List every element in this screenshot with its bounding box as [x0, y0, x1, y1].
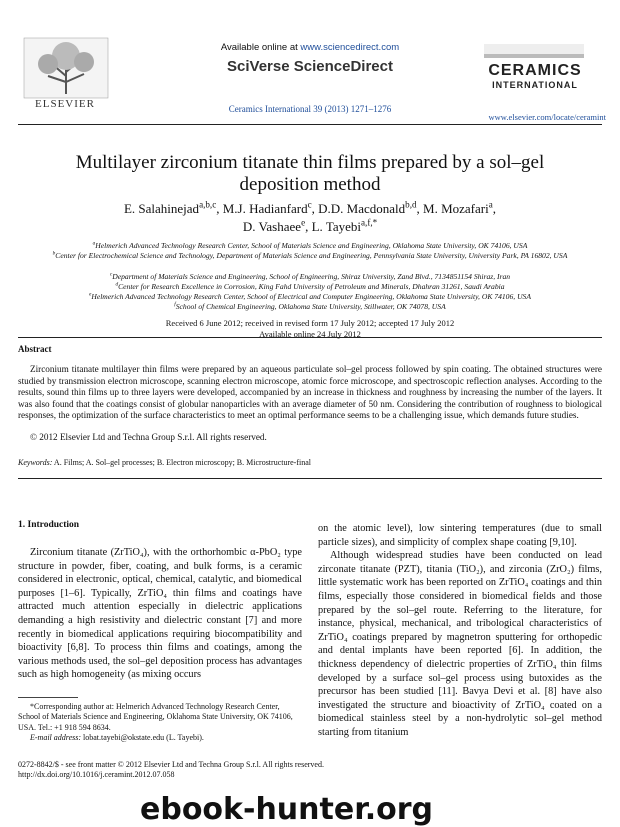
right-para-2: Although widespread studies have been conducted on lead zirconate titanate (PZT), titania (TiO₂), and zirconia (ZrO₂) films, little systematic work has been reported on ZrTiO₄ coatings and thin films, especially those considered in biomedical fields and those prepared by the sol–gel route. Referring to the literature, for instance, physical, mechanical, and tribological characteristics of ZrTiO₄ coatings prepared by magnetron sputtering for orthopedic and dental implants have been reported [6]. In addition, the thickness dependency of dielectric properties of ZrTiO₄ thin films developed by a surface sol–gel process using butoxides as the precursor has been studied [11]. Bavya Devi et al. [8] have also investigated the structure and bioactivity of ZrTiO₄ coated on a biomedical stainless steel by a non-hydrolytic sol–gel method starting from titanium	[318, 550, 602, 738]
sciencedirect-link[interactable]: www.sciencedirect.com	[300, 42, 400, 53]
author-name: ,	[492, 201, 497, 216]
author-affil-mark: c	[307, 199, 312, 210]
available-online: Available online at www.sciencedirect.com	[220, 42, 400, 53]
journal-name: CERAMICS	[488, 62, 582, 79]
footnote-rule	[18, 697, 78, 698]
affiliation-item: $^c$Department of Materials Science and Engineering, School of Engineering, Shiraz University, Zand Blvd., 7134851154 Shiraz, Iran	[109, 271, 511, 281]
copyright-line: © 2012 Elsevier Ltd and Techna Group S.r.l. All rights reserved.	[30, 432, 267, 442]
header-rule	[18, 124, 602, 125]
abstract-heading: Abstract	[18, 344, 52, 354]
author-name: D. Vashaee	[242, 219, 302, 234]
affiliation-item: $^b$Center for Electrochemical Science and Technology, Department of Materials Science and Engineering, Pennsylvania State University, University Park, PA 16802, USA	[52, 250, 568, 260]
affiliation-item: $^d$Center for Research Excellence in Corrosion, King Fahd University of Petroleum and Minerals, Dhahran 31261, Saudi Arabia	[115, 281, 505, 291]
platform-name: SciVerse ScienceDirect	[227, 58, 393, 75]
email-link[interactable]: lobat.tayebi@okstate.edu (L. Tayebi).	[81, 733, 204, 743]
author-affil-mark: e	[301, 217, 306, 228]
keywords: Keywords: A. Films; A. Sol–gel processes; B. Electron microscopy; B. Microstructure-final	[18, 458, 312, 467]
watermark-text: ebook-hunter.org	[140, 792, 433, 827]
affiliation-item: $^e$Helmerich Advanced Technology Research Center, School of Electrical and Computer Engineering, Oklahoma State University, OK 74106, USA	[88, 291, 531, 301]
issn-doi: 0272-8842/$ - see front matter © 2012 Elsevier Ltd and Techna Group S.r.l. All rights reserved. http://dx.doi.org/10.1016/j.ceramint.2012.07.058	[18, 760, 418, 780]
author-name: , M. Mozafari	[416, 201, 489, 216]
author-list: E. Salahinejad$^{a,b,c}$, M.J. Hadianfard$^c$, D.D. Macdonald$^{b,d}$, M. Mozafari$^a$, D. Vashaee$^e$, L. Tayebi$^{a,f,*}$	[123, 199, 497, 234]
publisher-name: ELSEVIER	[35, 98, 95, 110]
author-affil-mark: b,d	[405, 199, 417, 210]
doi-link[interactable]: http://dx.doi.org/10.1016/j.ceramint.2012.07.058	[18, 770, 175, 779]
journal-name-sub: INTERNATIONAL	[492, 80, 578, 90]
author-name: , M.J. Hadianfard	[216, 201, 308, 216]
footnote: *Corresponding author at: Helmerich Advanced Technology Research Center, School of Materials Science and Engineering, Oklahoma State University, OK 74106, USA. Tel.: +1 918 594 8634. E-mail address: lobat.tayebi@okstate.edu (L. Tayebi).	[18, 702, 293, 743]
author-affil-mark: a,f,*	[361, 217, 378, 228]
article-title: Multilayer zirconium titanate thin films prepared by a sol–gel deposition method	[75, 152, 545, 195]
author-affil-mark: a	[488, 199, 493, 210]
right-column-text	[318, 522, 602, 740]
author-name: , L. Tayebi	[305, 219, 362, 234]
abstract-bottom-rule	[18, 478, 602, 479]
affiliation-item: $^f$School of Chemical Engineering, Oklahoma State University, Stillwater, OK 74078, USA	[174, 301, 446, 311]
right-para-1: on the atomic level), low sintering temperatures (due to small particle sizes), and simplicity of complex shape coating [9,10].	[318, 523, 602, 548]
abstract-top-rule	[18, 337, 602, 338]
author-name: , D.D. Macdonald	[311, 201, 406, 216]
affiliation-item: $^a$Helmerich Advanced Technology Research Center, School of Materials Science and Engineering, Oklahoma State University, OK 74106, USA	[92, 240, 528, 250]
journal-url[interactable]: www.elsevier.com/locate/ceramint	[488, 112, 606, 122]
author-affil-mark: a,b,c	[199, 199, 217, 210]
journal-reference[interactable]: Ceramics International 39 (2013) 1271–1276	[228, 104, 392, 114]
journal-cover-strip	[484, 44, 584, 58]
section-heading: 1. Introduction	[18, 520, 80, 530]
article-dates: Received 6 June 2012; received in revised form 17 July 2012; accepted 17 July 2012 Available online 24 July 2012	[165, 318, 455, 339]
left-column-text: Zirconium titanate (ZrTiO₄), with the orthorhombic α-PbO₂ type structure in powder, fiber, coating, and bulk forms, is a ceramic considered in electronic, optical, chemical, catalytic, and biomedical purposes [1–6]. Typically, ZrTiO₄ thin films and coatings have attracted much attention especially in dielectric applications demanding a high resistivity and dielectric constant [7] and more recently in biomedical applications requiring biocompatibility and bioactivity [6,8]. To process thin films and coatings, among the various methods used, the sol–gel deposition process has advantages such as high homogeneity (as mixing occurs	[18, 547, 302, 681]
abstract-text: Zirconium titanate multilayer thin films were prepared by an aqueous particulate sol–gel process followed by spin coating. The obtained structures were studied by transmission electron microscope, scanning electron microscope, atomic force microscope, and spectroscopic reflection analyses. According to the results, sound thin films up to three layers were developed, accompanied by an increase in thickness and roughness by increasing the number of the layers. It was also found that the coatings consist of globular nanoparticles with an average diameter of 50 nm. Considering the contribution of roughness to biological responses, the optimization of the surface characteristics to meet an optimal performance seems to be a challenging issue, which demands future studies.	[18, 364, 602, 421]
